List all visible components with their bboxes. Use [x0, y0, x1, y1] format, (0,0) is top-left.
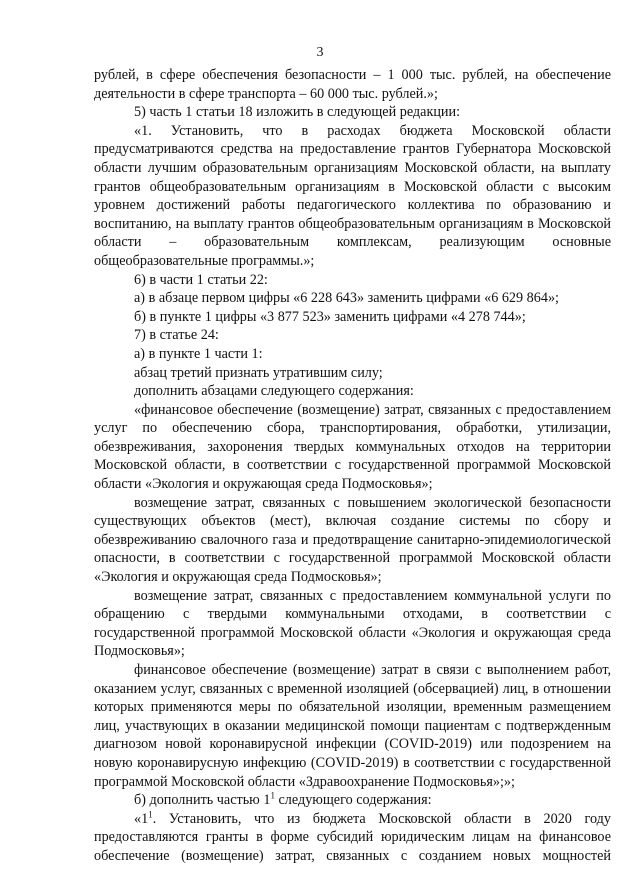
paragraph-p5: а) в абзаце первом цифры «6 228 643» заменить цифрами «6 629 864»; — [134, 290, 559, 307]
text-fragment: следующего содержания: — [274, 792, 432, 809]
paragraph-p4: 6) в части 1 статьи 22: — [134, 271, 268, 288]
paragraph-p9: абзац третий признать утратившим силу; — [134, 364, 383, 381]
paragraph-list — [94, 66, 611, 791]
document-body — [94, 66, 611, 866]
paragraph-p3: «1. Установить, что в расходах бюджета Московской области предусматриваются средства на предоставление грантов Губернатора Московской области лучшим образовательным организациям Московской области, на выплату грантов общеобразовательным организациям в Московской области с высоким уровнем достижений работы педагогического коллектива по образованию и воспитанию, на выплату грантов общеобразовательным организациям в Московской области – образовательным комплексам, реализующим основные общеобразовательные программы.»; — [94, 122, 611, 269]
paragraph-p12: возмещение затрат, связанных с повышением экологической безопасности существующих объектов (мест), включая создание системы по сбору и обезвреживанию свалочного газа и предотвращение санитарно-эпидемиологической опасности, в соответствии с государственной программой Московской области «Экология и окружающая среда Подмосковья»; — [94, 494, 611, 586]
paragraph-add-part — [94, 791, 611, 810]
paragraph-p14: финансовое обеспечение (возмещение) затрат в связи с выполнением работ, оказанием услуг, связанных с временной изоляцией (обсервацией) лиц, в отношении которых применяются меры по обязательной изоляции, временным размещением лиц, участвующих в оказании медицинской помощи пациентам с подтвержденным диагнозом новой коронавирусной инфекции (COVID-2019) или подозрением на новую коронавирусную инфекцию (COVID-2019) в соответствии с государственной программой Московской области «Здравоохранение Подмосковья»;»; — [94, 662, 611, 790]
paragraph-p11: «финансовое обеспечение (возмещение) затрат, связанных с предоставлением услуг по обеспечению сбора, транспортирования, обработки, утилизации, обезвреживания, захоронения твердых коммунальных отходов на территории Московской области, в соответствии с государственной программой Московской области «Экология и окружающая среда Подмосковья»; — [94, 401, 611, 493]
paragraph-p10: дополнить абзацами следующего содержания: — [134, 383, 414, 400]
page-number: 3 — [316, 45, 324, 60]
paragraph-p1: рублей, в сфере обеспечения безопасности – 1 000 тыс. рублей, на обеспечение деятельности в сфере транспорта – 60 000 тыс. рублей.»; — [94, 67, 611, 102]
paragraph-p13: возмещение затрат, связанных с предоставлением коммунальной услуги по обращению с твердыми коммунальными отходами, в соответствии с государственной программой Московской области «Экология и окружающая среда Подмосковья»; — [94, 587, 611, 660]
paragraph-p8: а) в пункте 1 части 1: — [134, 345, 263, 362]
superscript: 1 — [148, 809, 153, 820]
paragraph-grants — [94, 810, 611, 866]
paragraph-p7: 7) в статье 24: — [134, 327, 219, 344]
text-fragment: б) дополнить частью 1 — [134, 792, 271, 809]
text-fragment: «1 — [134, 810, 149, 827]
superscript: 1 — [270, 790, 275, 801]
text-fragment: . Установить, что из бюджета Московской области в 2020 году предоставляются гранты в форме субсидий юридическим лицам на финансовое обеспечение (возмещение) затрат, связанных с созданием новых мощностей — [94, 810, 611, 864]
paragraph-p2: 5) часть 1 статьи 18 изложить в следующей редакции: — [134, 104, 461, 121]
paragraph-p6: б) в пункте 1 цифры «3 877 523» заменить цифрами «4 278 744»; — [134, 308, 526, 325]
